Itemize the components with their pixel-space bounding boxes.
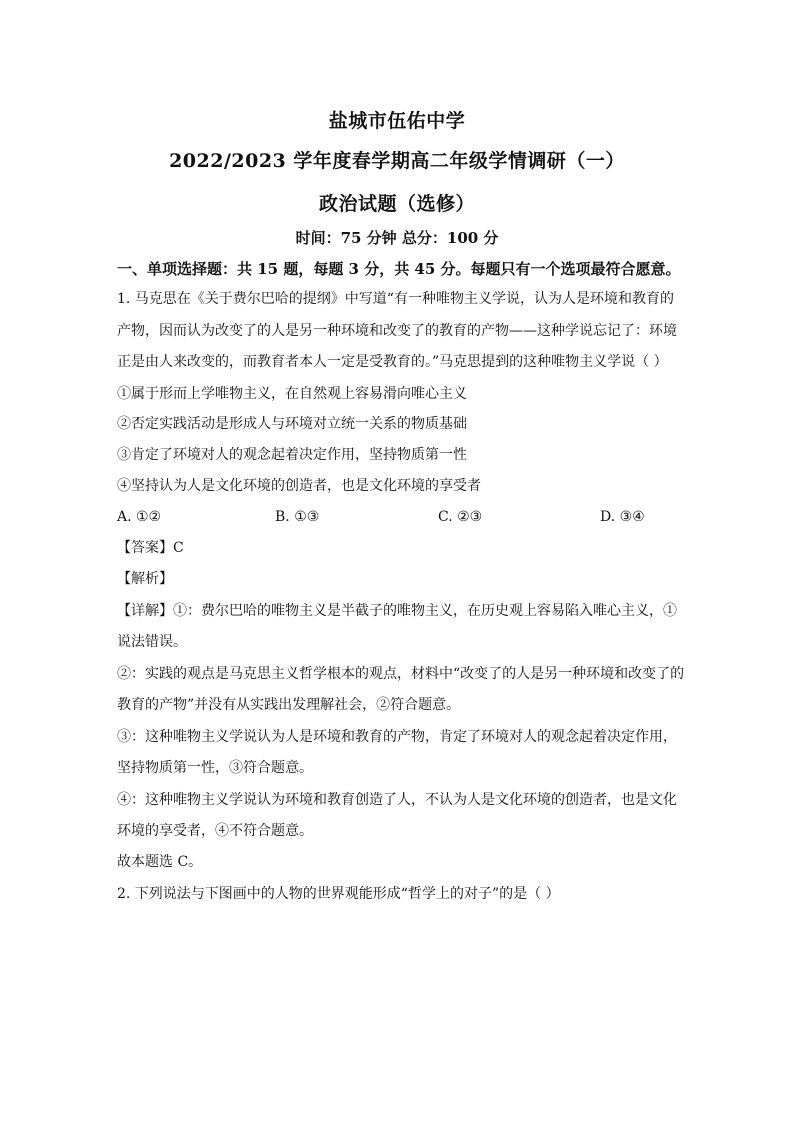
q1-answer xyxy=(117,538,184,558)
q1-detail-line: 坚持物质第一性，③符合题意。 xyxy=(117,760,313,776)
q1-analysis-tag: 【解析】 xyxy=(117,571,173,587)
q1-detail-line: 【详解】①：费尔巴哈的唯物主义是半截子的唯物主义，在历史观上容易陷入唯心主义，① xyxy=(117,603,677,619)
q1-option-c: C. ②③ xyxy=(438,509,483,525)
q1-detail-line: 教育的产物”并没有从实践出发理解社会，②符合题意。 xyxy=(117,697,461,713)
q1-detail-line: 环境的享受者，④不符合题意。 xyxy=(117,823,313,839)
exam-meta: 时间：75 分钟 总分：100 分 xyxy=(295,229,499,247)
section-heading: 一、单项选择题：共 15 题，每题 3 分，共 45 分。每题只有一个选项最符合愿意。 xyxy=(117,260,681,278)
answer-value: C xyxy=(173,540,184,556)
q1-stem-line: 1. 马克思在《关于费尔巴哈的提纲》中写道“有一种唯物主义学说，认为人是环境和教育的 xyxy=(117,291,674,307)
q1-option-b: B. ①③ xyxy=(275,509,320,525)
q1-stem-line: 正是由人来改变的，而教育者本人一定是受教育的。”马克思提到的这种唯物主义学说（ ） xyxy=(117,354,668,370)
q1-statement: ④坚持认为人是文化环境的创造者，也是文化环境的享受者 xyxy=(117,478,481,494)
q1-statement: ③肯定了环境对人的观念起着决定作用，坚持物质第一性 xyxy=(117,447,467,463)
exam-title: 2022/2023 学年度春学期高二年级学情调研（一） xyxy=(169,150,625,172)
q1-option-d: D. ③④ xyxy=(600,509,645,525)
q1-statement: ②否定实践活动是形成人与环境对立统一关系的物质基础 xyxy=(117,416,467,432)
school-name: 盐城市伍佑中学 xyxy=(328,110,466,132)
answer-tag: 【答案】 xyxy=(117,540,173,556)
q1-detail-line: ④：这种唯物主义学说认为环境和教育创造了人，不认为人是文化环境的创造者，也是文化 xyxy=(117,792,677,808)
q1-option-a: A. ①② xyxy=(117,509,162,525)
q1-stem-line: 产物，因而认为改变了的人是另一种环境和改变了的教育的产物——这种学说忘记了：环境 xyxy=(117,323,677,339)
q2-stem: 2. 下列说法与下图画中的人物的世界观能形成“哲学上的对子”的是（ ） xyxy=(117,886,560,902)
subject-title: 政治试题（选修） xyxy=(318,193,475,215)
q1-detail-line: ②：实践的观点是马克思主义哲学根本的观点，材料中“改变了的人是另一种环境和改变了的 xyxy=(117,666,685,682)
q1-statement: ①属于形而上学唯物主义，在自然观上容易滑向唯心主义 xyxy=(117,386,467,402)
q1-detail-line: ③：这种唯物主义学说认为人是环境和教育的产物，肯定了环境对人的观念起着决定作用， xyxy=(117,729,677,745)
q1-detail-line: 说法错误。 xyxy=(117,634,187,650)
q1-conclusion: 故本题选 C。 xyxy=(117,854,203,870)
